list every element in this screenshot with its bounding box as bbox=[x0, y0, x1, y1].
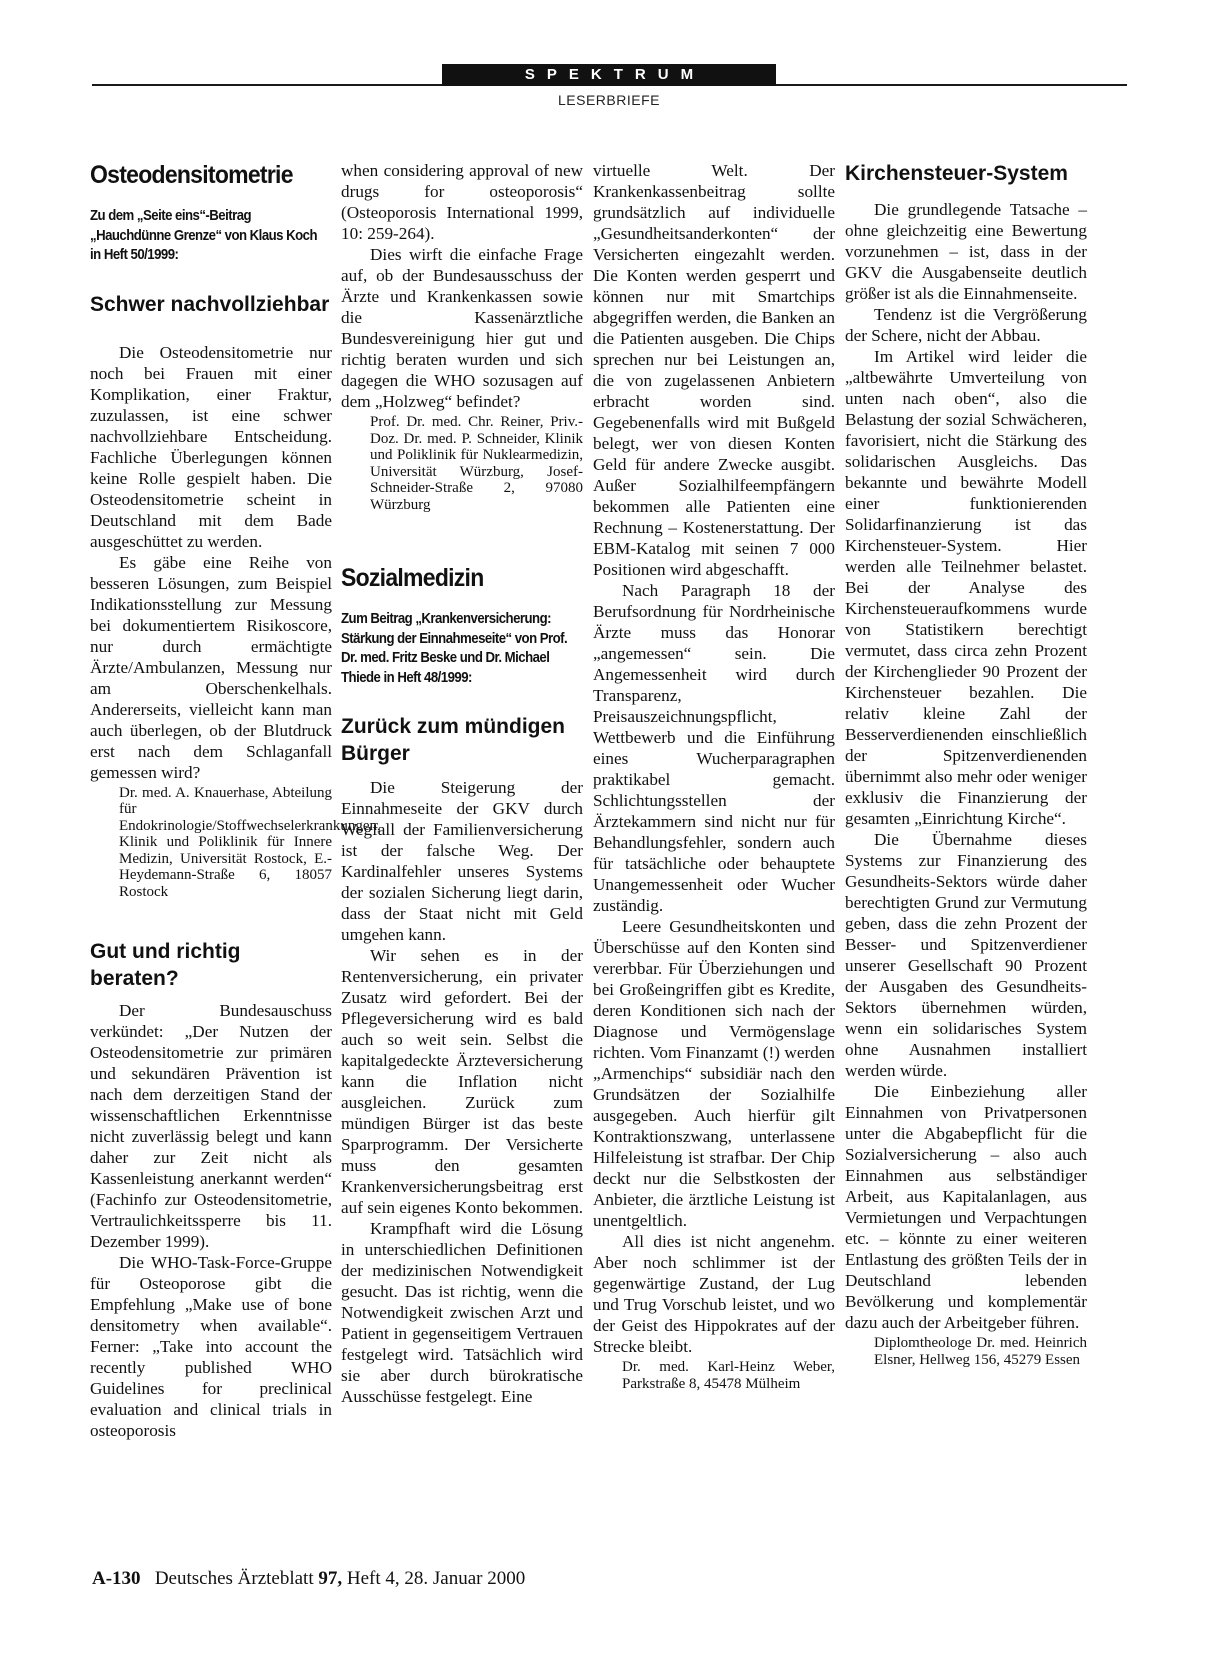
letter-heading: Gut und richtig beraten? bbox=[90, 940, 241, 990]
paragraph: Die Übernahme dieses Systems zur Finanzierung des Gesundheits-Sektors würde daher berechtigten Grund zur Vermutung geben, dass die zehn Prozent der Besser- und Spitzenverdiener unserer Gesellschaft 90 Prozent der Ausgaben des Gesundheits-Sektors übernehmen würden, wenn ein solidarisches System ohne Ausnahmen installiert werden würde. bbox=[845, 830, 1087, 1080]
section-subtitle: LESERBRIEFE bbox=[558, 92, 660, 108]
paragraph: Die Einbeziehung aller Einnahmen von Privatpersonen unter die Abgabepflicht für die Sozialversicherung – also auch Einnahmen aus selbständiger Arbeit, aus Kapitalanlagen, aus Vermietungen und Verpachtungen etc. – könnte zu einer weiteren Entlastung des größten Teils der in Deutschland lebenden Bevölkerung und komplementär dazu auch der Arbeitgeber führen. bbox=[845, 1082, 1087, 1332]
column-1 bbox=[90, 160, 381, 1441]
paragraph: Die Steigerung der Einnahmeseite der GKV durch Wegfall der Familienversicherung ist der falsche Weg. Der Kardinalfehler unseres Systems der sozialen Sicherung liegt darin, dass der Staat nicht mit Geld umgehen kann. bbox=[341, 778, 583, 944]
paragraph: Dies wirft die einfache Frage auf, ob der Bundesausschuss der Ärzte und Krankenkassen sowie die Kassenärztliche Bundesvereinigung hier gut und richtig beraten wurden und sich dagegen die WHO sozusagen auf dem „Holzweg“ befindet? bbox=[341, 245, 583, 411]
paragraph: virtuelle Welt. Der Krankenkassenbeitrag sollte grundsätzlich auf individuelle „Gesundheitsanderkonten“ der Versicherten eingezahlt werden. Die Konten werden gesperrt und können nur mit Smartchips abgegriffen werden, die Banken an die Patienten ausgeben. Die Chips sprechen nur bei Leistungen an, die von zugelassenen Anbietern erbracht worden sind. Gegebenenfalls wird mit Bußgeld belegt, wer von diesen Konten Geld für andere Zwecke ausgibt. Außer Sozialhilfeempfängern bekommen alle Patienten eine Rechnung – Kostenerstattung. Der EBM-Katalog mit seinen 7 000 Positionen wird abgeschafft. bbox=[593, 161, 835, 579]
paragraph: Der Bundesauschuss verkündet: „Der Nutzen der Osteodensitometrie zur primären und sekundären Prävention ist nach dem derzeitigen Stand der wissenschaftlichen Erkenntnisse nicht zuverlässig belegt und kann daher zur Zeit nicht als Kassenleistung anerkannt werden“ (Fachinfo zur Osteodensitometrie, Vertraulichkeitssperre bis 11. Dezember 1999). bbox=[90, 1001, 332, 1251]
article-title-kirchensteuer: Kirchensteuer-System bbox=[845, 162, 1068, 185]
journal-issue: Heft 4, 28. Januar 2000 bbox=[346, 1568, 526, 1589]
paragraph: Wir sehen es in der Rentenversicherung, ein privater Zusatz wird gefordert. Bei der Pflegeversicherung wird es bald auch so weit sein. Selbst die kapitalgedeckte Ärzteversicherung kann die Inflation nicht ausgleichen. Zurück zum mündigen Bürger ist das beste Sparprogramm. Der Versicherte muss den gesamten Krankenversicherungsbeitrag erst auf sein eigenes Konto bekommen. bbox=[341, 946, 583, 1217]
paragraph: Die WHO-Task-Force-Gruppe für Osteoporose gibt die Empfehlung „Make use of bone densitometry when available“. Ferner: „Take into account the recently published WHO Guidelines for preclinical evaluation and clinical trials in osteoporosis bbox=[90, 1253, 332, 1440]
column-3 bbox=[593, 160, 835, 1392]
paragraph: Nach Paragraph 18 der Berufsordnung für Nordrheinische Ärzte muss das Honorar „angemessen“ sein. Die Angemessenheit wird durch Transparenz, Preisauszeichnungspflicht, Wettbewerb und die Einführung eines Wucherparagraphen praktikabel gemacht. Schlichtungsstellen der Ärztekammern sind nicht nur für Behandlungsfehler, sondern auch für tatsächliche oder behauptete Unangemessenheit oder Wucher zuständig. bbox=[593, 581, 835, 915]
letter-signature: Prof. Dr. med. Chr. Reiner, Priv.-Doz. Dr. med. P. Schneider, Klinik und Poliklinik für Nuklearmedizin, Universität Würzburg, Josef-Schneider-Straße 2, 97080 Würzburg bbox=[370, 414, 583, 513]
paragraph: Leere Gesundheitskonten und Überschüsse auf den Konten sind vererbbar. Für Überziehungen und bei Großeingriffen gibt es Kredite, deren Konditionen sich nach der Diagnose und Vermögenslage richten. Vom Finanzamt (!) werden „Armenchips“ subsidiär nach den Grundsätzen der Sozialhilfe ausgegeben. Auch hierfür gilt Kontraktionszwang, unterlassene Hilfeleistung ist strafbar. Der Chip deckt nur die Selbstkosten der Anbieter, die ärztliche Leistung ist unentgeltlich. bbox=[593, 917, 835, 1230]
page-footer bbox=[92, 1568, 525, 1590]
article-title-sozialmedizin: Sozialmedizin bbox=[341, 564, 484, 592]
paragraph: Krampfhaft wird die Lösung in unterschiedlichen Definitionen der medizinischen Notwendigkeit gesucht. Das ist richtig, wenn die Notwendigkeit zwischen Arzt und Patient in gegenseitigem Vertrauen festgelegt wird. Tatsächlich wird sie aber durch bürokratische Ausschüsse festgelegt. Eine bbox=[341, 1219, 583, 1406]
paragraph: All dies ist nicht angenehm. Aber noch schlimmer ist der gegenwärtige Zustand, der Lug und Trug Vorschub leistet, und wo der Geist des Hippokrates auf der Strecke bleibt. bbox=[593, 1232, 835, 1356]
article-title-osteodensitometrie: Osteodensitometrie bbox=[90, 161, 293, 189]
page-number: A-130 bbox=[92, 1568, 141, 1589]
column-2 bbox=[341, 160, 583, 1407]
paragraph: Die Osteodensitometrie nur noch bei Frauen mit einer Komplikation, einer Fraktur, zuzulassen, ist eine schwer nachvollziehbare Entscheidung. Fachliche Überlegungen können keine Rolle gespielt haben. Die Osteodensitometrie scheint in Deutschland mit dem Bade ausgeschüttet zu werden. bbox=[90, 342, 332, 551]
letter-heading: Schwer nachvollziehbar bbox=[90, 292, 330, 316]
paragraph: Es gäbe eine Reihe von besseren Lösungen, zum Beispiel Indikationsstellung zur Messung bei dokumentiertem Risikoscore, nur durch ermächtigte Ärzte/Ambulanzen, Messung nur am Oberschenkelhals. Andererseits, vielleicht kann man auch überlegen, ob der Blutdruck erst nach dem Schlaganfall gemessen wird? bbox=[90, 552, 332, 782]
paragraph: when considering approval of new drugs for osteoporosis“ (Osteoporosis International 1999, 10: 259-264). bbox=[341, 161, 583, 243]
journal-name: Deutsches Ärzteblatt bbox=[154, 1568, 314, 1589]
article-intro: Zu dem „Seite eins“-Beitrag „Hauchdünne Grenze“ von Klaus Koch in Heft 50/1999: bbox=[90, 207, 318, 263]
article-intro: Zum Beitrag „Krankenversicherung: Stärkung der Einnahmeseite“ von Prof. Dr. med. Fritz Beske und Dr. Michael Thiede in Heft 48/1999: bbox=[341, 610, 568, 686]
letter-heading: Zurück zum mündigen Bürger bbox=[341, 715, 566, 765]
letter-signature: Dr. med. A. Knauerhase, Abteilung für Endokrinologie/Stoffwechselerkrankungen, Klinik und Poliklinik für Innere Medizin, Universität Rostock, E.-Heydemann-Straße 6, 18057 Rostock bbox=[119, 784, 381, 900]
letter-signature: Diplomtheologe Dr. med. Heinrich Elsner, Hellweg 156, 45279 Essen bbox=[874, 1335, 1087, 1368]
column-4 bbox=[845, 160, 1087, 1368]
paragraph: Die grundlegende Tatsache – ohne gleichzeitig eine Bewertung vorzunehmen – ist, dass in der GKV die Ausgabenseite deutlich größer ist als die Einnahmenseite. bbox=[845, 200, 1087, 303]
section-banner: SPEKTRUM bbox=[442, 64, 776, 86]
paragraph: Im Artikel wird leider die „altbewährte Umverteilung von unten nach oben“, also die Belastung der sozial Schwächeren, favorisiert, nicht die Stärkung des solidarischen Ausgleichs. Das bekannte und bewährte Modell einer funktionierenden Solidarfinanzierung ist das Kirchensteuer-System. Hier werden alle Teilnehmer belastet. Bei der Analyse des Kirchensteueraufkommens wurde von Statistikern berechtigt vermutet, dass circa zehn Prozent der Kirchenglieder 90 Prozent der Kirchensteuer bezahlen. Die relativ kleine Zahl der Besserverdienenden einschließlich der Spitzenverdienenden übernimmt also mehr oder weniger exklusiv die Finanzierung der gesamten „Einrichtung Kirche“. bbox=[845, 347, 1087, 828]
paragraph: Tendenz ist die Vergrößerung der Schere, nicht der Abbau. bbox=[845, 305, 1087, 345]
journal-volume: 97, bbox=[318, 1568, 343, 1589]
letter-signature: Dr. med. Karl-Heinz Weber, Parkstraße 8, 45478 Mülheim bbox=[622, 1359, 835, 1392]
